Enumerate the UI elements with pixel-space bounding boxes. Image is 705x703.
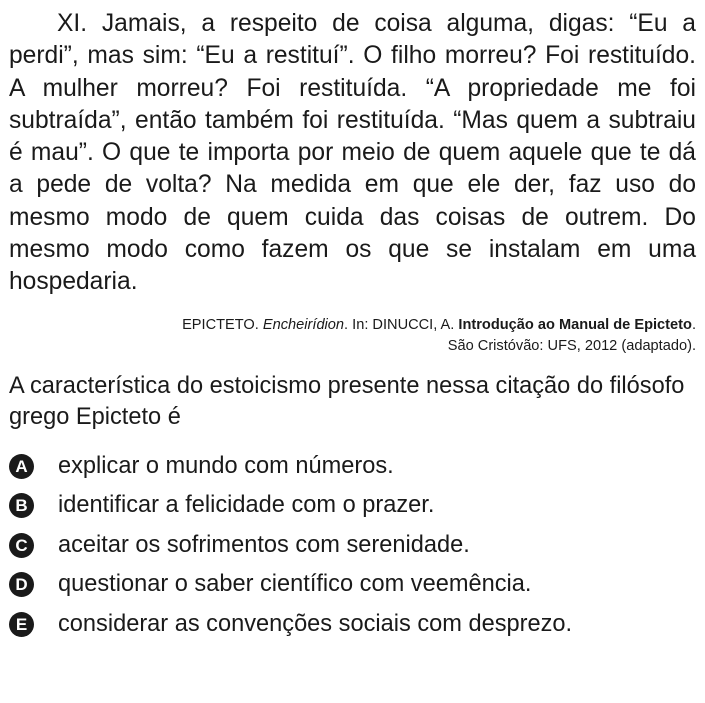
option-letter-badge: D xyxy=(9,572,34,597)
option-b[interactable] xyxy=(9,486,696,526)
option-text: questionar o saber científico com veemência. xyxy=(58,571,532,598)
option-e[interactable] xyxy=(9,605,696,645)
option-letter-badge: B xyxy=(9,493,34,518)
question-stem: A característica do estoicismo presente nessa citação do filósofo grego Epicteto é xyxy=(9,372,685,430)
option-text: considerar as convenções sociais com desprezo. xyxy=(58,610,573,637)
option-c[interactable] xyxy=(9,526,696,566)
option-d[interactable] xyxy=(9,565,696,605)
citation-in: . In: DINUCCI, A. xyxy=(344,316,455,333)
option-letter-badge: A xyxy=(9,454,34,479)
option-letter-badge: C xyxy=(9,533,34,558)
citation-book-end: . xyxy=(691,316,696,333)
citation-line-1 xyxy=(9,315,696,336)
citation xyxy=(9,315,696,357)
answer-options xyxy=(9,447,696,645)
citation-work: Encheirídion xyxy=(262,316,345,333)
citation-publisher: São Cristóvão: UFS, 2012 (adaptado). xyxy=(447,337,696,354)
option-text: aceitar os sofrimentos com serenidade. xyxy=(58,531,470,558)
passage-text: XI. Jamais, a respeito de coisa alguma, digas: “Eu a perdi”, mas sim: “Eu a restituí”. O filho morreu? Foi restituído. A mulher morreu? Foi restituída. “A propriedade me foi subtraída”, então também foi restituída. “Mas quem a subtraiu é mau”. O que te importa por meio de quem aquele que te dá a pede de volta? Na medida em que ele der, faz uso do mesmo modo de quem cuida das coisas de outrem. Do mesmo modo como fazem os que se instalam em uma hospedaria. xyxy=(9,10,696,296)
option-letter-badge: E xyxy=(9,612,34,637)
option-text: identificar a felicidade com o prazer. xyxy=(58,492,435,519)
option-text: explicar o mundo com números. xyxy=(58,452,394,479)
option-a[interactable] xyxy=(9,447,696,487)
citation-author: EPICTETO. xyxy=(182,316,259,333)
citation-book: Introdução ao Manual de Epicteto xyxy=(458,316,692,333)
